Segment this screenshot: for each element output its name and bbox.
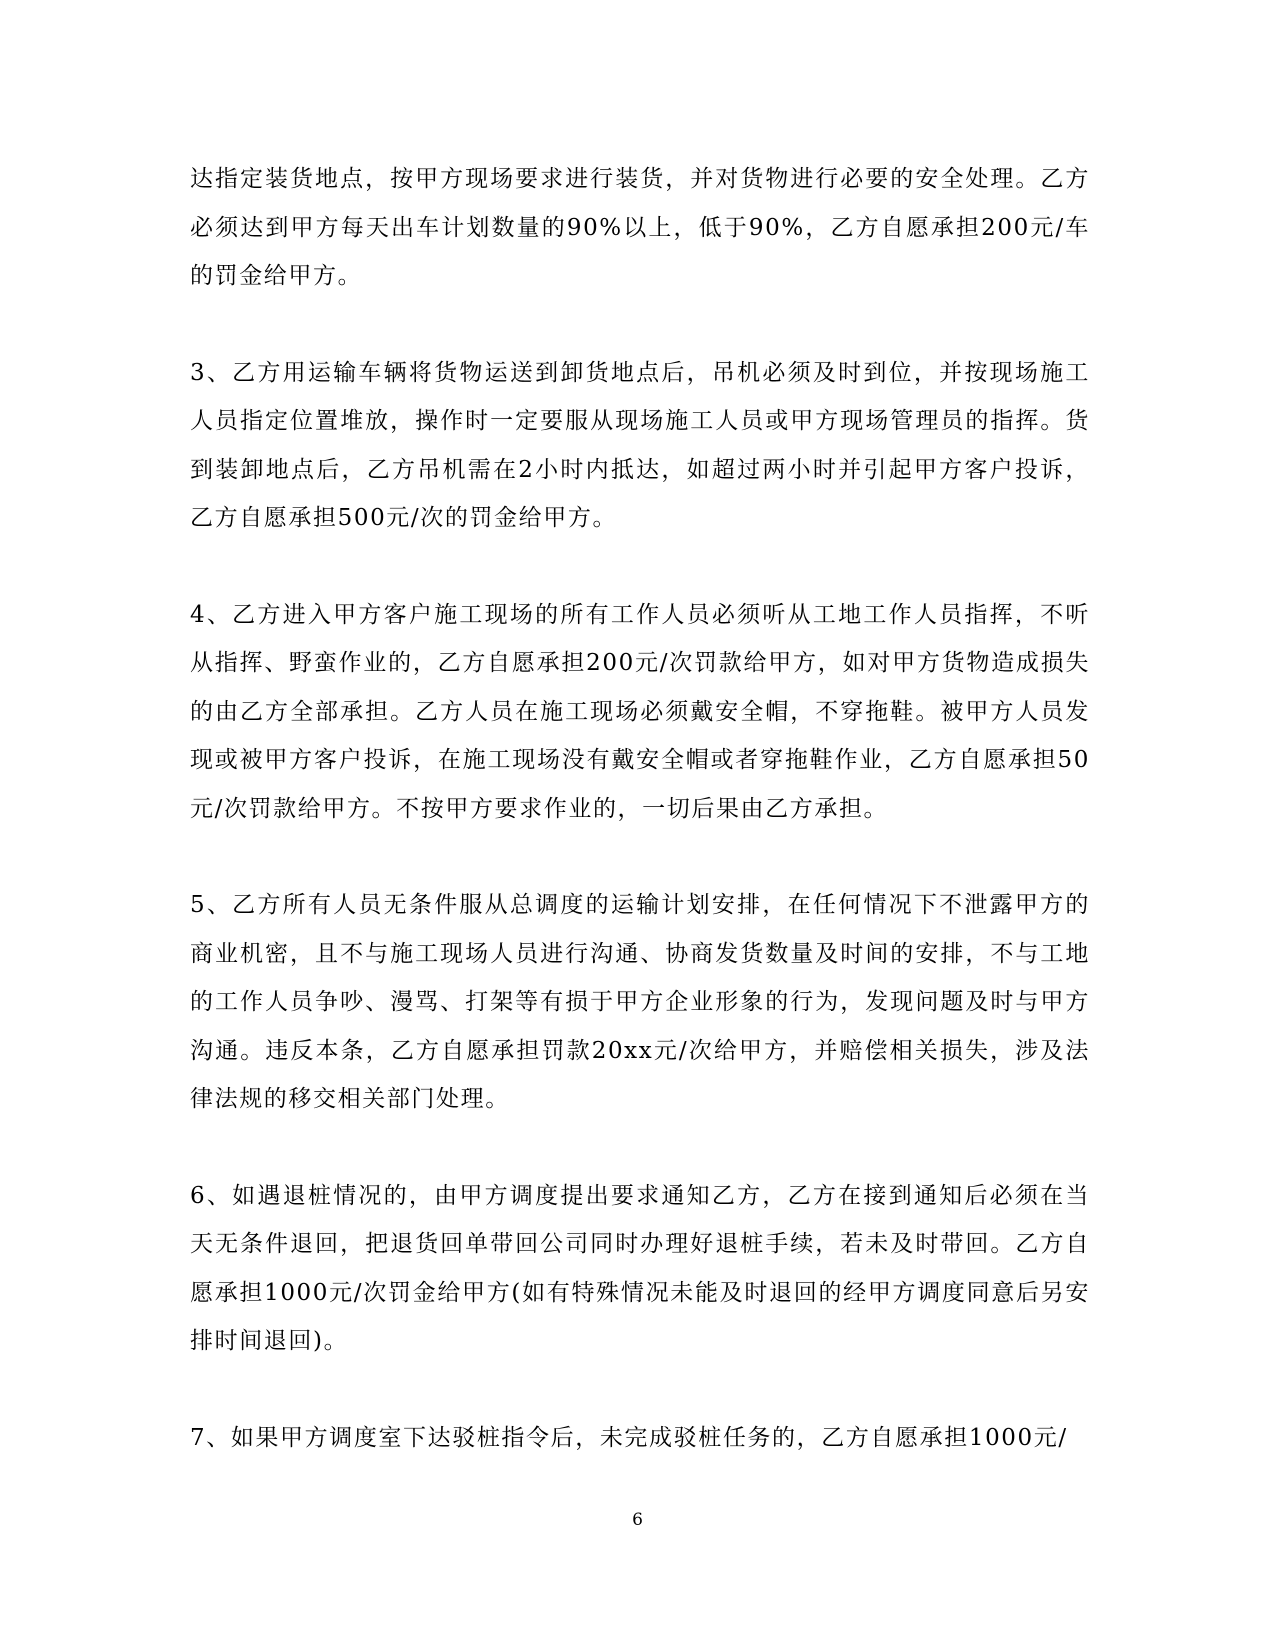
paragraph-clause-5: 5、乙方所有人员无条件服从总调度的运输计划安排，在任何情况下不泄露甲方的商业机密，且不与施工现场人员进行沟通、协商发货数量及时间的安排，不与工地的工作人员争吵、漫骂、打架等有损于甲方企业形象的行为，发现问题及时与甲方沟通。违反本条，乙方自愿承担罚款20xx元/次给甲方，并赔偿相关损失，涉及法律法规的移交相关部门处理。 bbox=[190, 892, 1090, 1112]
paragraph-clause-3: 3、乙方用运输车辆将货物运送到卸货地点后，吊机必须及时到位，并按现场施工人员指定位置堆放，操作时一定要服从现场施工人员或甲方现场管理员的指挥。货到装卸地点后，乙方吊机需在2小时内抵达，如超过两小时并引起甲方客户投诉，乙方自愿承担500元/次的罚金给甲方。 bbox=[190, 359, 1090, 531]
paragraph-clause-7: 7、如果甲方调度室下达驳桩指令后，未完成驳桩任务的，乙方自愿承担1000元/ bbox=[190, 1424, 1068, 1451]
paragraph-clause-4: 4、乙方进入甲方客户施工现场的所有工作人员必须听从工地工作人员指挥，不听从指挥、野蛮作业的，乙方自愿承担200元/次罚款给甲方，如对甲方货物造成损失的由乙方全部承担。乙方人员在施工现场必须戴安全帽，不穿拖鞋。被甲方人员发现或被甲方客户投诉，在施工现场没有戴安全帽或者穿拖鞋作业，乙方自愿承担50元/次罚款给甲方。不按甲方要求作业的，一切后果由乙方承担。 bbox=[190, 601, 1090, 822]
paragraph-clause-6: 6、如遇退桩情况的，由甲方调度提出要求通知乙方，乙方在接到通知后必须在当天无条件退回，把退货回单带回公司同时办理好退桩手续，若未及时带回。乙方自愿承担1000元/次罚金给甲方(如有特殊情况未能及时退回的经甲方调度同意后另安排时间退回)。 bbox=[190, 1182, 1090, 1354]
document-body bbox=[190, 155, 1090, 1510]
page-number: 6 bbox=[632, 1510, 643, 1530]
paragraph-loading-continuation: 达指定装货地点，按甲方现场要求进行装货，并对货物进行必要的安全处理。乙方必须达到甲方每天出车计划数量的90%以上，低于90%，乙方自愿承担200元/车的罚金给甲方。 bbox=[190, 166, 1090, 289]
